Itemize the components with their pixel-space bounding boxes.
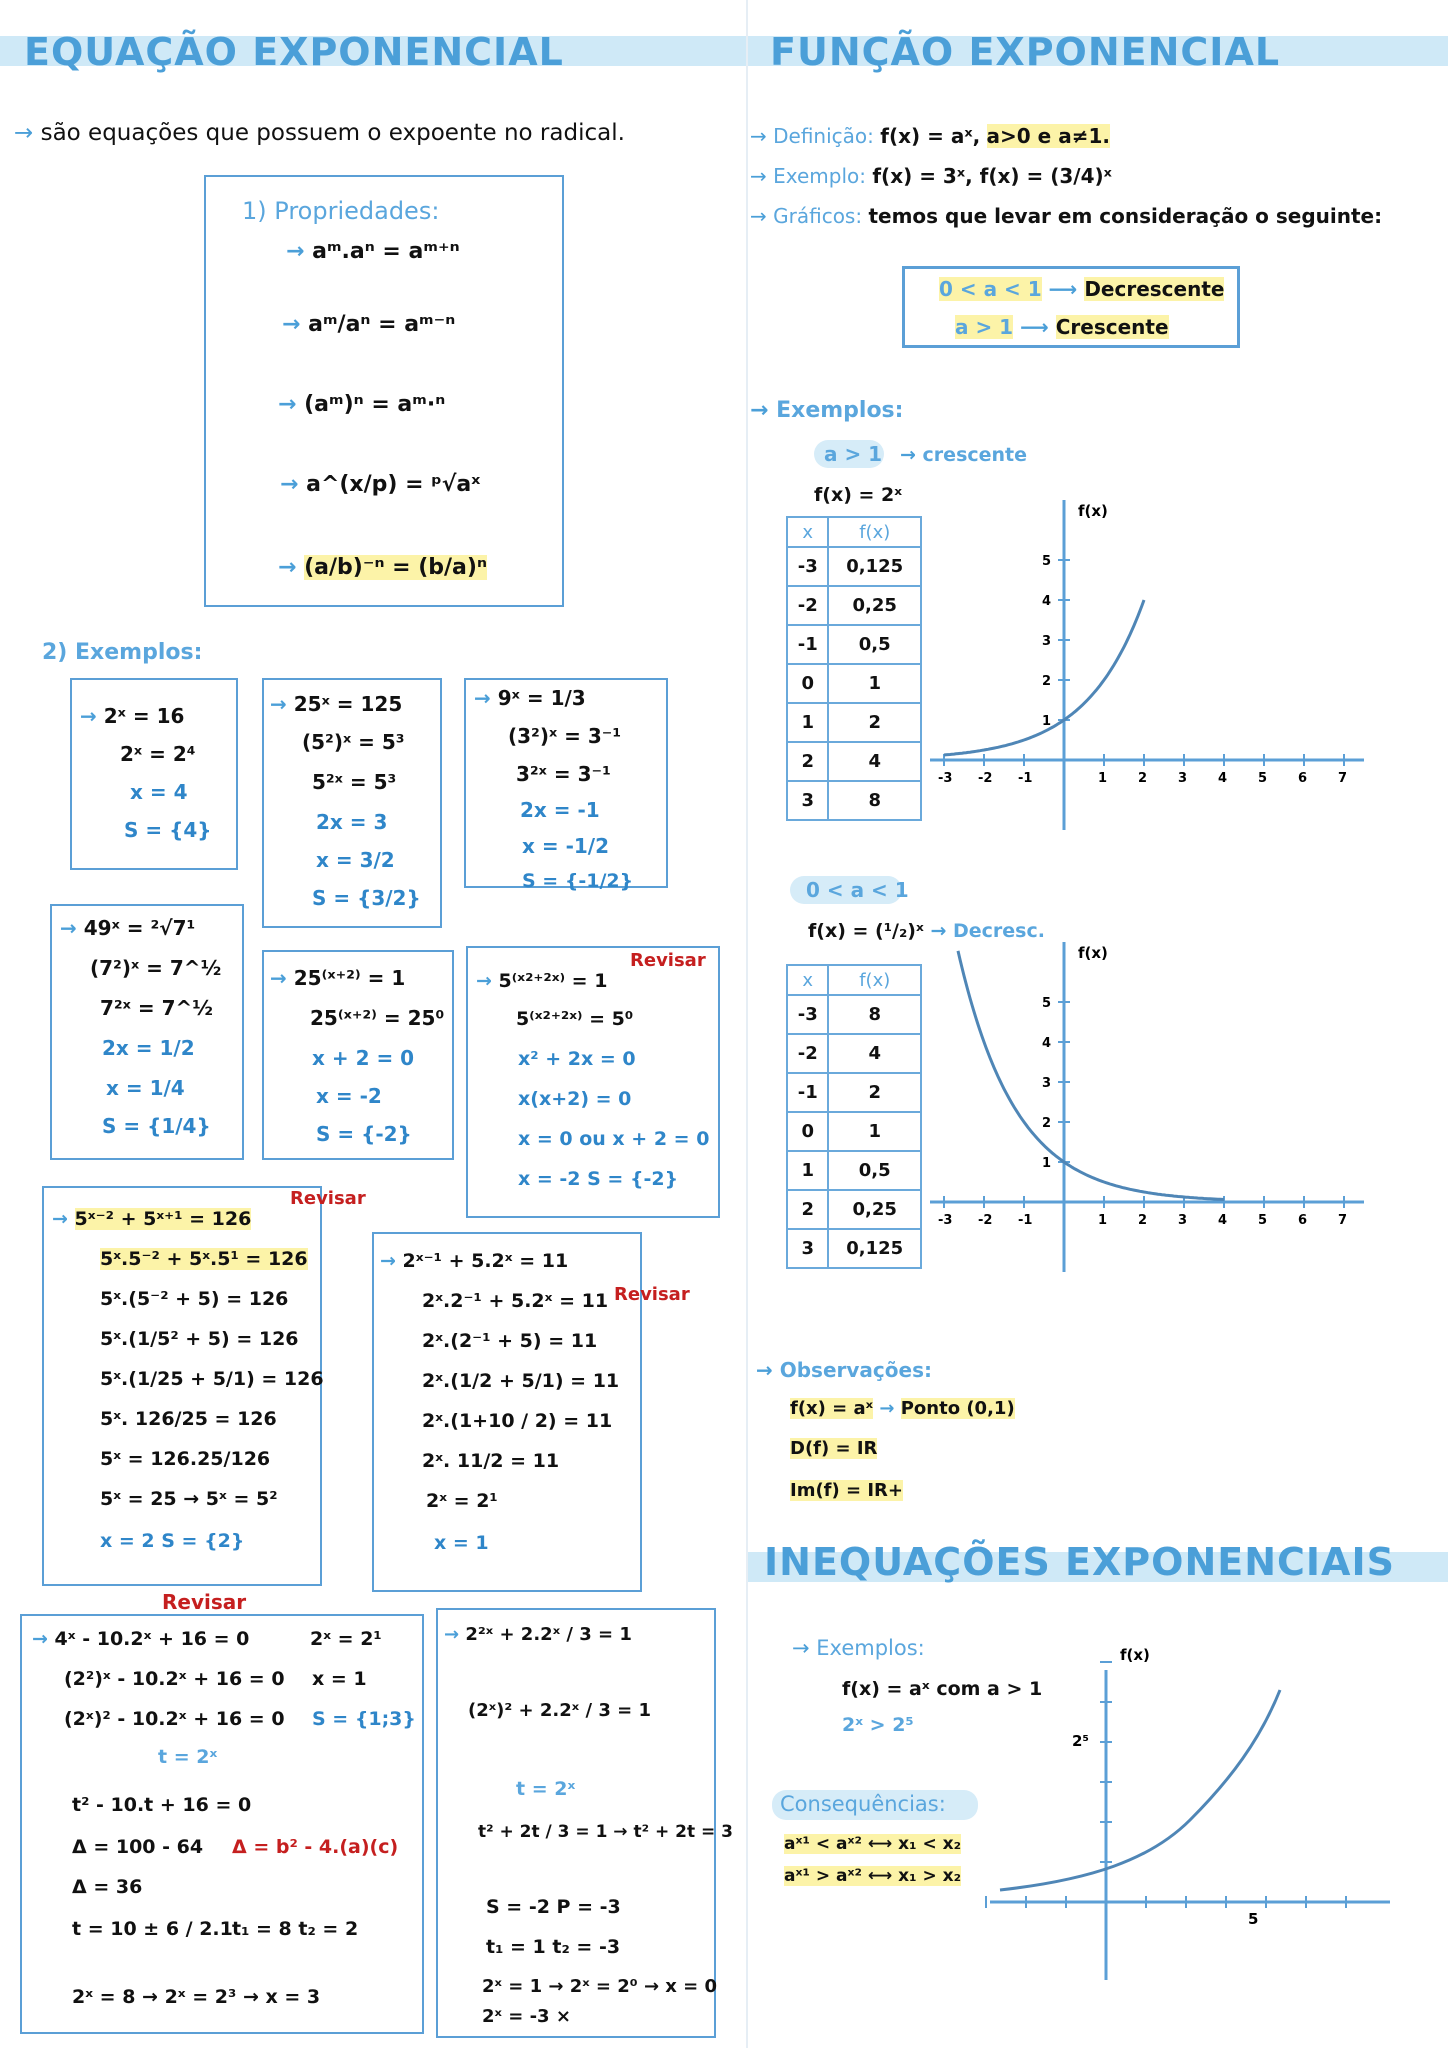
ex2-line-2: (5²)ˣ = 5³	[302, 730, 405, 754]
arrow-icon: →	[14, 120, 34, 146]
ex9-line-10: 2ˣ = 8 → 2ˣ = 2³ → x = 3	[72, 1986, 321, 2008]
x-tick-label: 5	[1258, 1213, 1268, 1228]
cell-fx: 8	[828, 781, 921, 820]
col-fx-header: f(x)	[828, 965, 921, 995]
property-2: → aᵐ/aⁿ = aᵐ⁻ⁿ	[282, 312, 456, 337]
consequences-label: Consequências:	[780, 1792, 946, 1816]
cell-x: 0	[787, 1112, 828, 1151]
cell-fx: 4	[828, 1034, 921, 1073]
cell-fx: 1	[828, 1112, 921, 1151]
col-x-header: x	[787, 965, 828, 995]
table2-header-row	[787, 965, 921, 995]
ex6-line-2: 5⁽ˣ²⁺²ˣ⁾ = 5⁰	[516, 1008, 634, 1030]
ex7-line-7: 5ˣ = 126.25/126	[100, 1448, 271, 1470]
ex7-line-3: 5ˣ.(5⁻² + 5) = 126	[100, 1288, 289, 1310]
ex7-line-4: 5ˣ.(1/5² + 5) = 126	[100, 1328, 299, 1350]
example-box-10	[436, 1608, 733, 2038]
ex3-line-2: (3²)ˣ = 3⁻¹	[508, 724, 622, 748]
x-tick-label: 4	[1218, 771, 1228, 786]
ex7-line-1: → 5ˣ⁻² + 5ˣ⁺¹ = 126	[52, 1208, 252, 1230]
definition-line: → Definição: f(x) = aˣ, a>0 e a≠1.	[750, 124, 1110, 148]
right-title: FUNÇÃO EXPONENCIAL	[770, 30, 1281, 74]
y-tick-label: 3	[1042, 634, 1052, 649]
cell-x: -2	[787, 586, 828, 625]
graph-decreasing	[930, 920, 1400, 1280]
ex4-line-2: (7²)ˣ = 7^½	[90, 956, 222, 980]
y-tick-label: 5	[1042, 554, 1052, 569]
table-row	[787, 1112, 921, 1151]
series-curve	[958, 951, 1224, 1200]
y-tick-label: 1	[1042, 714, 1052, 729]
ex9-line-5: t² - 10.t + 16 = 0	[72, 1794, 252, 1816]
ex3-line-1: → 9ˣ = 1/3	[474, 686, 586, 710]
cell-x: -3	[787, 547, 828, 586]
ex5-line-4: x = -2	[316, 1084, 382, 1108]
ex9-line-3: (2ˣ)² - 10.2ˣ + 16 = 0	[64, 1708, 285, 1730]
x-tick-label: 6	[1298, 1213, 1308, 1228]
table-row	[787, 995, 921, 1034]
cell-fx: 4	[828, 742, 921, 781]
cell-fx: 8	[828, 995, 921, 1034]
table-row	[787, 586, 921, 625]
x-tick-label: -2	[978, 1213, 993, 1228]
x-tick-label: 7	[1338, 771, 1348, 786]
cell-x: 1	[787, 703, 828, 742]
table-increasing	[786, 516, 922, 821]
x-tick-label: -1	[1018, 1213, 1033, 1228]
example-box-2	[262, 678, 442, 928]
y-tick-label: 2	[1042, 1116, 1052, 1131]
table-row	[787, 547, 921, 586]
property-4: → a^(x/p) = ᵖ√aˣ	[280, 472, 481, 497]
property-1: → aᵐ.aⁿ = aᵐ⁺ⁿ	[286, 239, 460, 264]
example-box-5	[262, 950, 454, 1160]
y-tick-label: 4	[1042, 594, 1052, 609]
ex10-line-2: (2ˣ)² + 2.2ˣ / 3 = 1	[468, 1700, 651, 1721]
table1-header-row	[787, 517, 921, 547]
ex5-answer: S = {-2}	[316, 1122, 412, 1146]
ex10-line-1: → 2²ˣ + 2.2ˣ / 3 = 1	[444, 1624, 632, 1645]
cell-x: 1	[787, 1151, 828, 1190]
table-row	[787, 1034, 921, 1073]
y-tick-label: 1	[1042, 1156, 1052, 1171]
table-row	[787, 781, 921, 820]
revisar-label-4: Revisar	[162, 1590, 247, 1614]
ex9-line-4: t = 2ˣ	[158, 1746, 218, 1768]
ex8-line-2: 2ˣ.2⁻¹ + 5.2ˣ = 11	[422, 1290, 609, 1312]
obs-2: D(f) = IR	[790, 1438, 878, 1459]
ex3-line-3: 3²ˣ = 3⁻¹	[516, 762, 611, 786]
example-box-3	[464, 678, 668, 892]
graph-increasing	[930, 478, 1400, 838]
x-tick-label: 2	[1138, 771, 1148, 786]
ex10-line-3: t = 2ˣ	[516, 1778, 576, 1800]
rule-decreasing: 0 < a < 1 ⟶ Decrescente	[939, 277, 1225, 301]
cell-fx: 2	[828, 703, 921, 742]
ex6-line-1: → 5⁽ˣ²⁺²ˣ⁾ = 1	[476, 970, 608, 992]
example-box-1	[70, 678, 238, 870]
ex8-line-6: 2ˣ. 11/2 = 11	[422, 1450, 560, 1472]
x-tick-label: 2	[1138, 1213, 1148, 1228]
curve-inequation	[1000, 1690, 1280, 1890]
ex9-delta-formula: Δ = b² - 4.(a)(c)	[232, 1836, 399, 1858]
cell-x: -1	[787, 1073, 828, 1112]
ex7-line-2: 5ˣ.5⁻² + 5ˣ.5¹ = 126	[100, 1248, 308, 1270]
x-tick-label: 4	[1218, 1213, 1228, 1228]
ex5-line-3: x + 2 = 0	[312, 1046, 415, 1070]
ex4-line-1: → 49ˣ = ²√7¹	[60, 916, 196, 940]
cell-x: -3	[787, 995, 828, 1034]
ex1-answer: S = {4}	[124, 818, 212, 842]
y-tick-label: 2	[1042, 674, 1052, 689]
cell-x: 0	[787, 664, 828, 703]
properties-box	[204, 175, 564, 607]
cell-fx: 1	[828, 664, 921, 703]
ineq-line-1: f(x) = aˣ com a > 1	[842, 1678, 1043, 1700]
case2-pill: 0 < a < 1	[806, 878, 909, 902]
ex7-line-5: 5ˣ.(1/25 + 5/1) = 126	[100, 1368, 324, 1390]
y-tick-label: 4	[1042, 1036, 1052, 1051]
ineq-line-2: 2ˣ > 2⁵	[842, 1714, 914, 1736]
ex6-line-4: x(x+2) = 0	[518, 1088, 632, 1110]
table-decreasing	[786, 964, 922, 1269]
ex10-line-4: t² + 2t / 3 = 1 → t² + 2t = 3	[478, 1822, 733, 1842]
intro-text: são equações que possuem o expoente no radical.	[40, 120, 625, 146]
ex2-line-4: 2x = 3	[316, 810, 388, 834]
ex3-line-4: 2x = -1	[520, 798, 600, 822]
ex9-line-6: Δ = 100 - 64	[72, 1836, 204, 1858]
x-tick-label: 3	[1178, 1213, 1188, 1228]
col-x-header: x	[787, 517, 828, 547]
cell-fx: 0,25	[828, 1190, 921, 1229]
ineq-title: INEQUAÇÕES EXPONENCIAIS	[764, 1540, 1395, 1584]
ineq-y-mark: 2⁵	[1072, 1732, 1090, 1750]
property-3: → (aᵐ)ⁿ = aᵐ·ⁿ	[278, 392, 446, 417]
fx-axis-label: f(x)	[1078, 502, 1108, 520]
consequence-2: aˣ¹ > aˣ² ⟷ x₁ > x₂	[784, 1866, 962, 1886]
example-box-4	[50, 904, 244, 1160]
y-tick-label: 5	[1042, 996, 1052, 1011]
ineq-fx-label: f(x)	[1120, 1646, 1150, 1664]
example-box-9	[20, 1614, 424, 2034]
column-divider	[746, 0, 748, 2048]
revisar-label-2: Revisar	[290, 1188, 366, 1209]
ex4-line-3: 7²ˣ = 7^½	[100, 996, 213, 1020]
ex8-line-7: 2ˣ = 2¹	[426, 1490, 498, 1512]
ex3-answer: S = {-1/2}	[522, 870, 634, 892]
cell-fx: 0,5	[828, 1151, 921, 1190]
properties-heading: 1) Propriedades:	[242, 197, 440, 225]
observations-label: → Observações:	[756, 1358, 932, 1382]
ex8-line-5: 2ˣ.(1+10 / 2) = 11	[422, 1410, 613, 1432]
ex6-line-5: x = 0 ou x + 2 = 0	[518, 1128, 710, 1150]
ex7-line-8: 5ˣ = 25 → 5ˣ = 5²	[100, 1488, 278, 1510]
examples-heading: 2) Exemplos:	[42, 640, 203, 665]
rule-increasing: a > 1 ⟶ Crescente	[955, 315, 1169, 339]
obs-3: Im(f) = IR+	[790, 1480, 903, 1501]
graphs-line: → Gráficos: temos que levar em consideração o seguinte:	[750, 204, 1383, 228]
ex5-line-1: → 25⁽ˣ⁺²⁾ = 1	[270, 966, 406, 990]
x-tick-label: 7	[1338, 1213, 1348, 1228]
graph-inequation	[980, 1640, 1400, 2000]
ex9-side-2: x = 1	[312, 1668, 367, 1690]
revisar-label-1: Revisar	[630, 950, 706, 971]
cell-x: 2	[787, 742, 828, 781]
ex8-line-1: → 2ˣ⁻¹ + 5.2ˣ = 11	[380, 1250, 569, 1272]
ex2-answer: S = {3/2}	[312, 886, 421, 910]
table-row	[787, 664, 921, 703]
intro-line	[14, 120, 625, 146]
examples-label: → Exemplos:	[750, 398, 904, 423]
table-row	[787, 742, 921, 781]
example-line: → Exemplo: f(x) = 3ˣ, f(x) = (3/4)ˣ	[750, 164, 1112, 188]
case1-function: f(x) = 2ˣ	[814, 484, 903, 506]
x-tick-label: -3	[938, 1213, 953, 1228]
ex9-line-2: (2²)ˣ - 10.2ˣ + 16 = 0	[64, 1668, 285, 1690]
ex3-line-5: x = -1/2	[522, 834, 610, 858]
table-row	[787, 1190, 921, 1229]
cell-fx: 0,125	[828, 547, 921, 586]
example-box-8	[372, 1232, 690, 1592]
table-row	[787, 1073, 921, 1112]
y-tick-label: 3	[1042, 1076, 1052, 1091]
cell-fx: 2	[828, 1073, 921, 1112]
ex9-side-1: 2ˣ = 2¹	[310, 1628, 382, 1650]
cell-x: -1	[787, 625, 828, 664]
ex10-line-7: 2ˣ = 1 → 2ˣ = 2⁰ → x = 0	[482, 1976, 718, 1997]
ex2-line-5: x = 3/2	[316, 848, 395, 872]
ex2-line-1: → 25ˣ = 125	[270, 692, 403, 716]
ex9-line-1: → 4ˣ - 10.2ˣ + 16 = 0	[32, 1628, 250, 1650]
ex9-line-8: t = 10 ± 6 / 2.1	[72, 1918, 233, 1940]
revisar-label-3: Revisar	[614, 1284, 690, 1305]
x-tick-label: 5	[1258, 771, 1268, 786]
table-row	[787, 1229, 921, 1268]
cell-fx: 0,25	[828, 586, 921, 625]
cell-x: 2	[787, 1190, 828, 1229]
ex1-line-1: → 2ˣ = 16	[80, 704, 185, 728]
ex9-answer: S = {1;3}	[312, 1708, 416, 1730]
col-fx-header: f(x)	[828, 517, 921, 547]
ex1-line-2: 2ˣ = 2⁴	[120, 742, 196, 766]
ex9-line-9: t₁ = 8 t₂ = 2	[232, 1918, 359, 1940]
table-row	[787, 625, 921, 664]
ex4-line-5: x = 1/4	[106, 1076, 185, 1100]
x-tick-label: -3	[938, 771, 953, 786]
ex10-line-6: t₁ = 1 t₂ = -3	[486, 1936, 621, 1958]
ex10-line-5: S = -2 P = -3	[486, 1896, 621, 1918]
ex4-answer: S = {1/4}	[102, 1114, 211, 1138]
ineq-x-mark: 5	[1248, 1910, 1259, 1928]
example-box-7	[42, 1186, 366, 1586]
obs-1: f(x) = aˣ → Ponto (0,1)	[790, 1398, 1015, 1419]
ex8-line-4: 2ˣ.(1/2 + 5/1) = 11	[422, 1370, 620, 1392]
x-tick-label: 6	[1298, 771, 1308, 786]
example-box-6	[466, 946, 720, 1218]
ineq-examples-label: → Exemplos:	[792, 1636, 925, 1660]
rules-box	[902, 266, 1240, 348]
ex4-line-4: 2x = 1/2	[102, 1036, 195, 1060]
cell-fx: 0,5	[828, 625, 921, 664]
cell-x: -2	[787, 1034, 828, 1073]
cell-x: 3	[787, 1229, 828, 1268]
case1-result: → crescente	[900, 444, 1028, 466]
ex5-line-2: 25⁽ˣ⁺²⁾ = 25⁰	[310, 1006, 445, 1030]
x-tick-label: 1	[1098, 771, 1108, 786]
ex2-line-3: 5²ˣ = 5³	[312, 770, 397, 794]
ex1-line-3: x = 4	[130, 780, 188, 804]
case1-pill: a > 1	[824, 442, 883, 466]
ex7-answer: x = 2 S = {2}	[100, 1530, 245, 1552]
cell-fx: 0,125	[828, 1229, 921, 1268]
fx-axis-label: f(x)	[1078, 944, 1108, 962]
ex6-line-3: x² + 2x = 0	[518, 1048, 636, 1070]
ex6-answer: x = -2 S = {-2}	[518, 1168, 679, 1190]
x-tick-label: 1	[1098, 1213, 1108, 1228]
x-tick-label: 3	[1178, 771, 1188, 786]
case2-function: f(x) = (¹/₂)ˣ → Decresc.	[808, 920, 1045, 942]
consequence-1: aˣ¹ < aˣ² ⟷ x₁ < x₂	[784, 1834, 962, 1854]
ex7-line-6: 5ˣ. 126/25 = 126	[100, 1408, 277, 1430]
x-tick-label: -1	[1018, 771, 1033, 786]
ex8-line-3: 2ˣ.(2⁻¹ + 5) = 11	[422, 1330, 598, 1352]
table-row	[787, 703, 921, 742]
property-5: → (a/b)⁻ⁿ = (b/a)ⁿ	[278, 555, 487, 580]
table-row	[787, 1151, 921, 1190]
ex10-line-8: 2ˣ = -3 ×	[482, 2006, 571, 2027]
ex8-answer: x = 1	[434, 1532, 489, 1554]
cell-x: 3	[787, 781, 828, 820]
ex9-line-7: Δ = 36	[72, 1876, 143, 1898]
x-tick-label: -2	[978, 771, 993, 786]
left-title: EQUAÇÃO EXPONENCIAL	[24, 30, 564, 74]
